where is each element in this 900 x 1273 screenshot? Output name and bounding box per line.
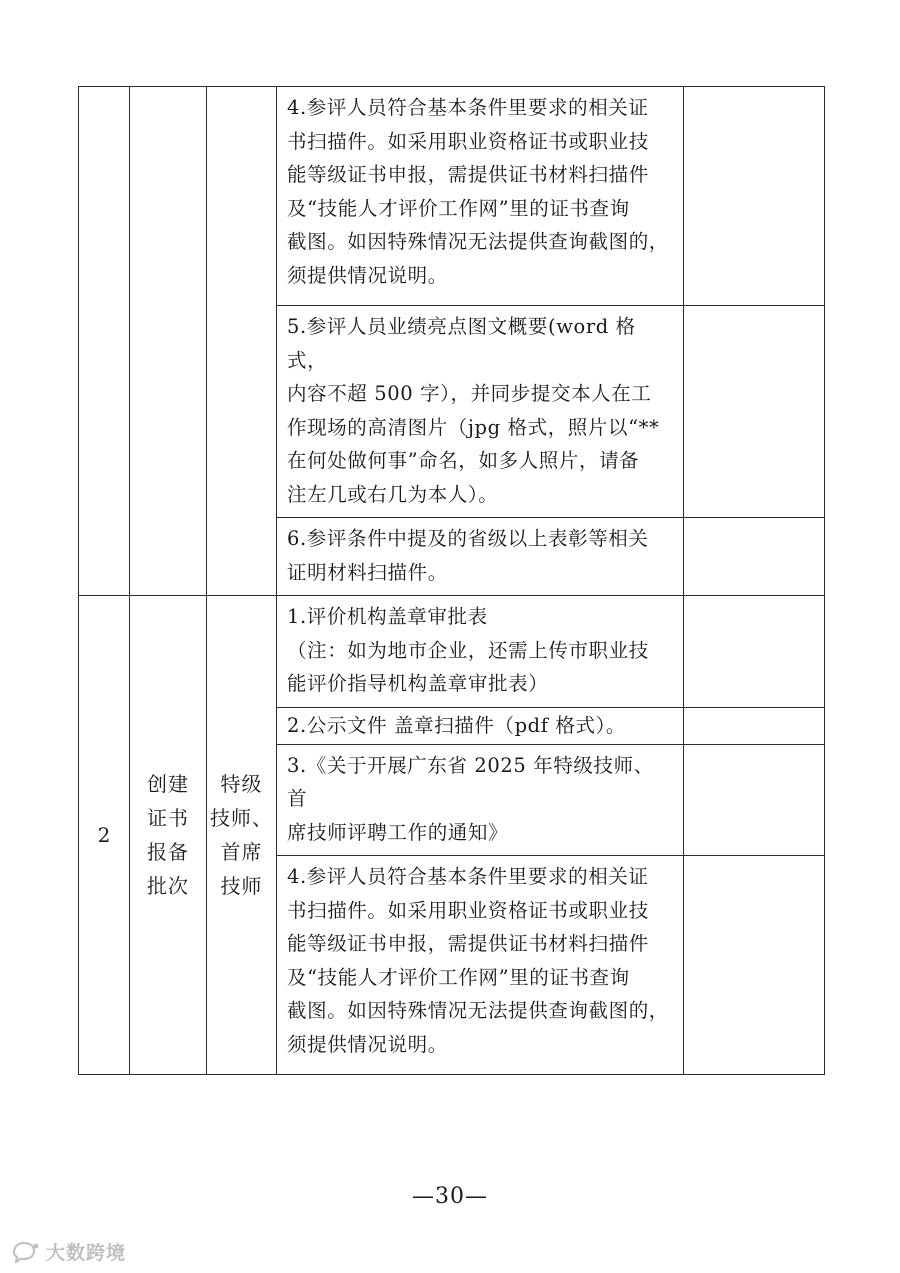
requirement-text: 6.参评条件中提及的省级以上表彰等相关 证明材料扫描件。 <box>277 518 684 596</box>
table-row <box>79 596 825 708</box>
requirement-text: 1.评价机构盖章审批表 （注：如为地市企业，还需上传市职业技 能评价指导机构盖章审批表） <box>277 596 684 708</box>
remark-cell <box>684 707 825 744</box>
remark-cell <box>684 518 825 596</box>
table-row <box>79 87 825 306</box>
level-cell <box>207 87 277 596</box>
remark-cell <box>684 87 825 306</box>
requirement-text: 4.参评人员符合基本条件里要求的相关证 书扫描件。如采用职业资格证书或职业技 能等级证书申报，需提供证书材料扫描件 及“技能人才评价工作网”里的证书查询 截图。如因特殊情况无法提供查询截图的， 须提供情况说明。 <box>277 856 684 1075</box>
remark-cell <box>684 744 825 856</box>
page-number: —30— <box>412 1184 488 1209</box>
watermark-text: 大数跨境 <box>46 1242 127 1264</box>
requirement-text: 3.《关于开展广东省 2025 年特级技师、首 席技师评聘工作的通知》 <box>277 744 684 856</box>
seq-cell <box>79 87 130 596</box>
seq-number: 2 <box>79 596 130 1075</box>
requirement-text: 4.参评人员符合基本条件里要求的相关证 书扫描件。如采用职业资格证书或职业技 能等级证书申报，需提供证书材料扫描件 及“技能人才评价工作网”里的证书查询 截图。如因特殊情况无法提供查询截图的， 须提供情况说明。 <box>277 87 684 306</box>
chat-bubble-logo-icon <box>10 1241 40 1263</box>
remark-cell <box>684 856 825 1075</box>
requirement-text: 5.参评人员业绩亮点图文概要(word 格式， 内容不超 500 字），并同步提交本人在工 作现场的高清图片（jpg 格式，照片以“** 在何处做何事”命名，如多人照片，请备 注左几或右几为本人）。 <box>277 306 684 518</box>
batch-cell <box>130 87 207 596</box>
watermark <box>10 1238 126 1265</box>
batch-name: 创建 证书 报备 批次 <box>130 596 207 1075</box>
requirement-text: 2.公示文件 盖章扫描件（pdf 格式）。 <box>277 707 684 744</box>
remark-cell <box>684 306 825 518</box>
requirements-table <box>78 86 825 1075</box>
level-name: 特级 技师、 首席 技师 <box>207 596 277 1075</box>
remark-cell <box>684 596 825 708</box>
